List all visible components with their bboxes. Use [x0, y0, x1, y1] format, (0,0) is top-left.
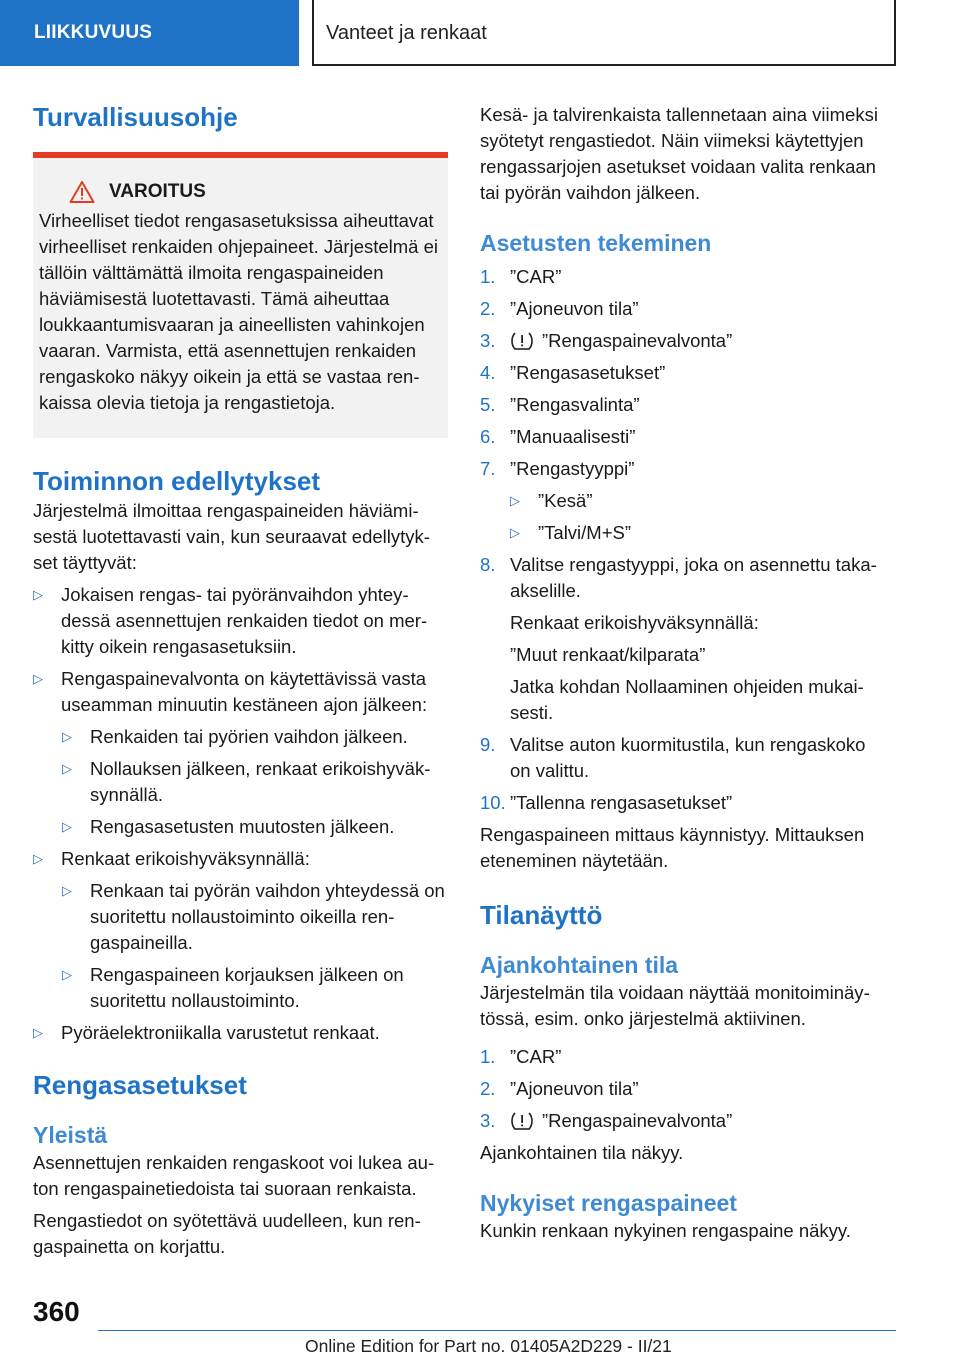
- step-item: 5. ”Rengasvalinta”: [480, 394, 640, 415]
- heading-requirements: Toiminnon edellytykset: [33, 466, 321, 496]
- triangle-right-icon: ▷: [62, 967, 72, 982]
- heading-current-pressures: Nykyiset rengaspaineet: [480, 1190, 737, 1216]
- warning-triangle-icon: [69, 180, 95, 204]
- list-item: ▷ Renkaat erikoishyväksynnällä:: [33, 846, 448, 872]
- step-subitem: ▷ ”Talvi/M+S”: [510, 520, 890, 546]
- current-status-paragraph: Järjestelmän tila voidaan näyttää monitoiminäytössä, esim. onko järjestelmä aktiivinen.: [480, 982, 870, 1029]
- heading-making-settings: Asetusten tekeminen: [480, 230, 712, 256]
- measurement-note: Rengaspaineen mittaus käynnistyy. Mittauksen eteneminen näytetään.: [480, 824, 865, 871]
- list-item: ▷ Rengaspainevalvonta on käytettävissä vasta useamman minuutin kestäneen ajon jälkeen:: [33, 666, 448, 718]
- triangle-right-icon: ▷: [62, 883, 72, 898]
- step-item: 4. ”Rengasasetukset”: [480, 362, 666, 383]
- right-column: [480, 102, 890, 1244]
- pressures-paragraph: Kunkin renkaan nykyinen rengaspaine näkyy.: [480, 1220, 851, 1241]
- header-chapter-title: Vanteet ja renkaat: [312, 0, 896, 66]
- list-item: ▷ Renkaiden tai pyörien vaihdon jälkeen.: [62, 724, 448, 750]
- step-item: 6. ”Manuaalisesti”: [480, 426, 636, 447]
- heading-current-status: Ajankohtainen tila: [480, 952, 679, 978]
- step-item: 2. ”Ajoneuvon tila”: [480, 1078, 639, 1099]
- list-item: ▷ Renkaan tai pyörän vaihdon yhteydessä on suoritettu nollaustoiminto oikeilla rengaspaineilla.: [62, 878, 448, 956]
- storage-intro: Kesä- ja talvirenkaista tallennetaan aina viimeksi syötetyt rengastiedot. Näin viimeksi käytettyjen rengassarjojen asetukset voidaan valita renkaan tai pyörän vaihdon jälkeen.: [480, 104, 878, 203]
- step-item: 1. ”CAR”: [480, 266, 562, 287]
- step-note: Jatka kohdan Nollaaminen ohjeiden mukaisesti.: [510, 676, 864, 723]
- triangle-right-icon: ▷: [33, 587, 43, 602]
- heading-general: Yleistä: [33, 1122, 108, 1148]
- footer-divider: [98, 1330, 896, 1331]
- triangle-right-icon: ▷: [33, 1025, 43, 1040]
- step-item: 2. ”Ajoneuvon tila”: [480, 298, 639, 319]
- triangle-right-icon: ▷: [33, 671, 43, 686]
- warning-header: [39, 180, 442, 204]
- step-note: Renkaat erikoishyväksynnällä:: [510, 612, 759, 633]
- step-subitem: ▷ ”Kesä”: [510, 488, 890, 514]
- footer-edition: Online Edition for Part no. 01405A2D229 - II/21: [305, 1336, 672, 1356]
- triangle-right-icon: ▷: [62, 729, 72, 744]
- page-number: 360: [33, 1296, 80, 1327]
- list-item: ▷ Rengasasetusten muutosten jälkeen.: [62, 814, 448, 840]
- general-paragraph-2: Rengastiedot on syötettävä uudelleen, kun rengaspainetta on korjattu.: [33, 1210, 421, 1257]
- list-item: ▷ Pyöräelektroniikalla varustetut renkaat.: [33, 1020, 448, 1046]
- current-status-note: Ajankohtainen tila näkyy.: [480, 1142, 684, 1163]
- triangle-right-icon: ▷: [62, 761, 72, 776]
- triangle-right-icon: ▷: [510, 525, 520, 540]
- tire-pressure-icon: [510, 331, 534, 351]
- triangle-right-icon: ▷: [510, 493, 520, 508]
- step-item: 1. ”CAR”: [480, 1046, 562, 1067]
- heading-status-display: Tilanäyttö: [480, 900, 603, 930]
- heading-safety: Turvallisuusohje: [33, 102, 238, 132]
- general-paragraph-1: Asennettujen renkaiden rengaskoot voi lukea auton rengaspainetiedoista tai suoraan renkaista.: [33, 1152, 435, 1199]
- left-column: [33, 100, 448, 1260]
- header-section-label: LIIKKUVUUS: [0, 0, 299, 66]
- list-item: ▷ Nollauksen jälkeen, renkaat erikoishyväksynnällä.: [62, 756, 448, 808]
- step-item: 3. ”Rengaspainevalvonta”: [480, 1110, 733, 1131]
- requirements-intro: Järjestelmä ilmoittaa rengaspaineiden häviämisestä luotettavasti vain, kun seuraavat edellytykset täyttyvät:: [33, 500, 430, 573]
- tire-pressure-icon: [510, 1111, 534, 1131]
- warning-box: [33, 152, 448, 438]
- triangle-right-icon: ▷: [62, 819, 72, 834]
- list-item: ▷ Rengaspaineen korjauksen jälkeen on suoritettu nollaustoiminto.: [62, 962, 448, 1014]
- heading-tire-settings: Rengasasetukset: [33, 1070, 247, 1100]
- list-item: ▷ Jokaisen rengas- tai pyöränvaihdon yhteydessä asennettujen renkaiden tiedot on merkitty oikein rengasasetuksiin.: [33, 582, 448, 660]
- step-item: 7. ”Rengastyyppi”: [480, 458, 635, 479]
- step-note: ”Muut renkaat/kilparata”: [510, 644, 706, 665]
- step-item: 3. ”Rengaspainevalvonta”: [480, 330, 733, 351]
- triangle-right-icon: ▷: [33, 851, 43, 866]
- step-item: 8. Valitse rengastyyppi, joka on asennettu takaakselille.: [480, 554, 877, 601]
- warning-title: VAROITUS: [109, 181, 206, 202]
- step-item: 9. Valitse auton kuormitustila, kun rengaskoko on valittu.: [480, 734, 866, 781]
- step-item: 10. ”Tallenna rengasasetukset”: [480, 792, 733, 813]
- warning-text: Virheelliset tiedot rengasasetuksissa aiheuttavat virheelliset renkaiden ohjepaineet. Järjestelmä ei tällöin välttämättä ilmoita rengaspaineiden häviämisestä luotettavasti. Tämä aiheuttaa loukkaantumisvaaran ja aineellisten vahinkojen vaaran. Varmista, että asennettujen renkaiden rengaskoko näkyy oikein ja että se vastaa renkaissa olevia tietoja ja rengastietoja.: [39, 210, 439, 413]
